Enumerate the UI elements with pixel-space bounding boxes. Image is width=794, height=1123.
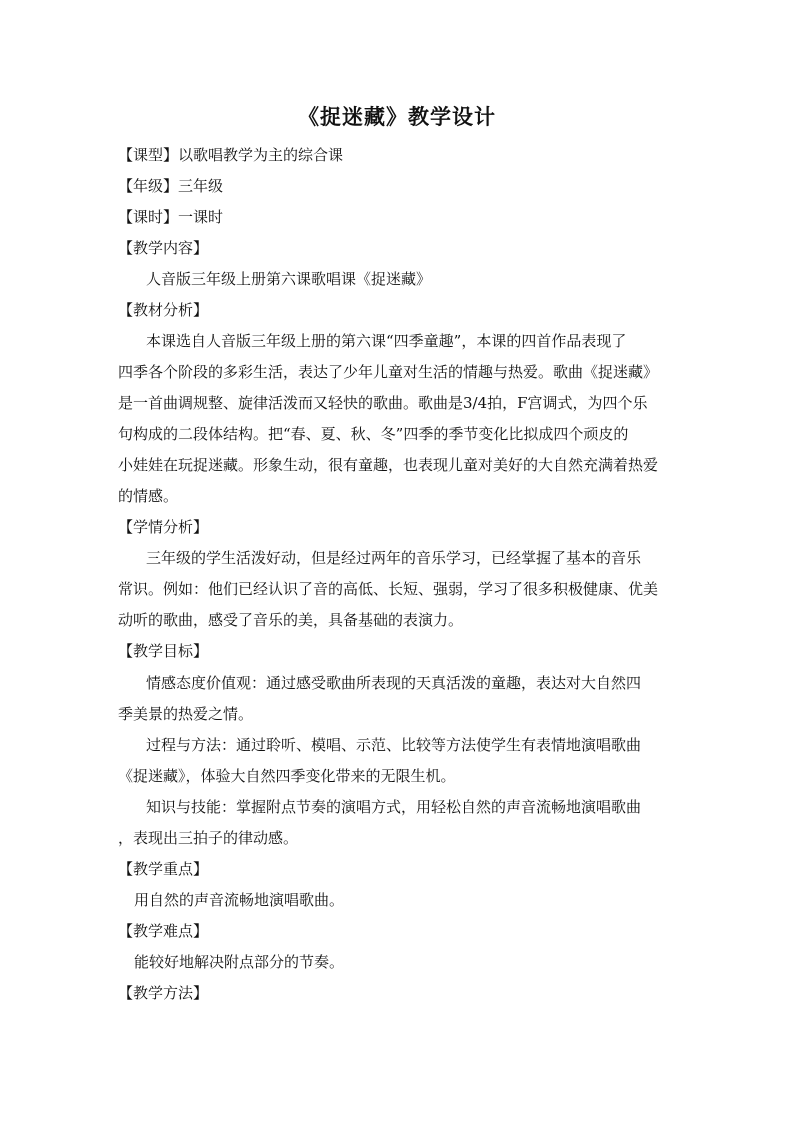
material-line: 四季各个阶段的多彩生活，表达了少年儿童对生活的情趣与热爱。歌曲《捉迷藏》 — [118, 363, 659, 381]
goals-line: 情感态度价值观：通过感受歌曲所表现的天真活泼的童趣，表达对大自然四 — [146, 674, 642, 692]
material-line: 本课选自人音版三年级上册的第六课“四季童趣”，本课的四首作品表现了 — [146, 332, 627, 350]
material-line: 的情感。 — [118, 487, 179, 505]
content-heading: 【教学内容】 — [118, 239, 209, 257]
goals-line: 知识与技能：掌握附点节奏的演唱方式，用轻松自然的声音流畅地演唱歌曲 — [146, 798, 642, 816]
lesson-type-line: 【课型】以歌唱教学为主的综合课 — [118, 146, 344, 164]
goals-line: ，表现出三拍子的律动感。 — [118, 829, 299, 847]
key-heading: 【教学重点】 — [118, 860, 209, 878]
goals-line: 季美景的热爱之情。 — [118, 705, 254, 723]
student-line: 常识。例如：他们已经认识了音的高低、长短、强弱，学习了很多积极健康、优美 — [118, 580, 659, 598]
method-heading: 【教学方法】 — [118, 984, 209, 1002]
period-line: 【课时】一课时 — [118, 208, 224, 226]
content-text: 人音版三年级上册第六课歌唱课《捉迷藏》 — [146, 270, 432, 288]
goals-line: 过程与方法：通过聆听、模唱、示范、比较等方法使学生有表情地演唱歌曲 — [146, 736, 642, 754]
material-line: 小娃娃在玩捉迷藏。形象生动，很有童趣，也表现儿童对美好的大自然充满着热爱 — [118, 456, 659, 474]
material-line: 句构成的二段体结构。把“春、夏、秋、冬”四季的季节变化比拟成四个顽皮的 — [118, 425, 629, 443]
student-heading: 【学情分析】 — [118, 518, 209, 536]
student-line: 动听的歌曲，感受了音乐的美，具备基础的表演力。 — [118, 611, 464, 629]
student-line: 三年级的学生活泼好动，但是经过两年的音乐学习，已经掌握了基本的音乐 — [146, 549, 642, 567]
grade-line: 【年级】三年级 — [118, 177, 224, 195]
material-line: 是一首曲调规整、旋律活泼而又轻快的歌曲。歌曲是3/4拍，F宫调式，为四个乐 — [118, 394, 648, 412]
goals-heading: 【教学目标】 — [118, 642, 209, 660]
page-title: 《捉迷藏》教学设计 — [298, 104, 496, 129]
difficulty-text: 能较好地解决附点部分的节奏。 — [134, 953, 345, 971]
material-heading: 【教材分析】 — [118, 301, 209, 319]
goals-line: 《捉迷藏》，体验大自然四季变化带来的无限生机。 — [118, 767, 456, 785]
key-text: 用自然的声音流畅地演唱歌曲。 — [134, 891, 345, 909]
difficulty-heading: 【教学难点】 — [118, 922, 209, 940]
